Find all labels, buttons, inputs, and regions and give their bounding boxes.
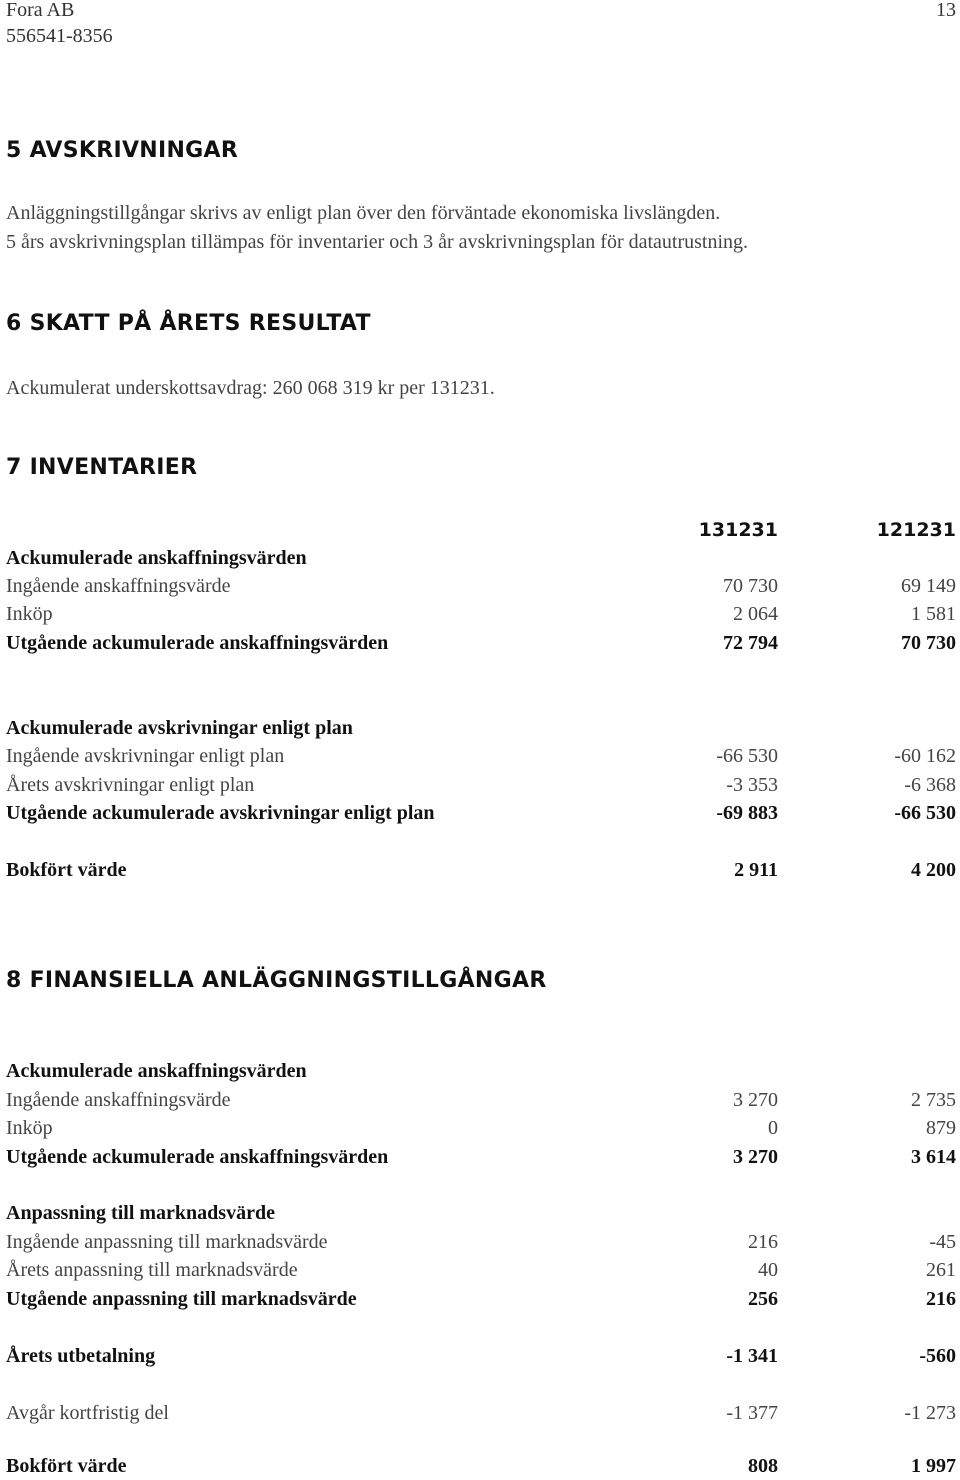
value-previous-year: 1 581	[911, 603, 956, 625]
table-row	[6, 771, 956, 799]
value-current-year: 2 911	[734, 859, 778, 881]
row-label: Bokfört värde	[6, 859, 127, 881]
section-8-heading: 8 FINANSIELLA ANLÄGGNINGSTILLGÅNGAR	[6, 968, 547, 993]
value-previous-year: -560	[919, 1345, 956, 1367]
row-label: Ackumulerade anskaffningsvärden	[6, 1060, 307, 1082]
row-label: Avgår kortfristig del	[6, 1402, 169, 1424]
row-label: Årets anpassning till marknadsvärde	[6, 1259, 298, 1281]
value-previous-year: -66 530	[894, 802, 956, 824]
row-label: Utgående ackumulerade anskaffningsvärden	[6, 632, 389, 654]
table-row-total	[6, 629, 956, 657]
value-current-year: 70 730	[723, 575, 778, 597]
section-6-text-line-1: Ackumulerat underskottsavdrag: 260 068 319 kr per 131231.	[6, 377, 495, 399]
table-row-total	[6, 856, 956, 884]
section-5-text-line-1: Anläggningstillgångar skrivs av enligt plan över den förväntade ekonomiska livslängden.	[6, 202, 721, 224]
table-row	[6, 1256, 956, 1284]
table-row	[6, 1057, 956, 1085]
value-current-year: 72 794	[723, 632, 778, 654]
row-label: Utgående anpassning till marknadsvärde	[6, 1288, 357, 1310]
table-row-total	[6, 1342, 956, 1370]
value-previous-year: -6 368	[904, 774, 956, 796]
value-previous-year: 216	[926, 1288, 956, 1310]
table-row	[6, 742, 956, 770]
value-previous-year: 70 730	[901, 632, 956, 654]
value-current-year: 256	[748, 1288, 778, 1310]
column-headers	[6, 516, 956, 544]
value-previous-year: -1 273	[904, 1402, 956, 1424]
table-row	[6, 1086, 956, 1114]
row-label: Utgående ackumulerade anskaffningsvärden	[6, 1146, 389, 1168]
row-label: Ingående anskaffningsvärde	[6, 575, 231, 597]
page-header	[6, 0, 958, 49]
table-row	[6, 714, 956, 742]
row-label: Bokfört värde	[6, 1455, 127, 1477]
page-number: 13	[936, 0, 956, 21]
value-current-year: 3 270	[733, 1146, 778, 1168]
value-current-year: -1 341	[726, 1345, 778, 1367]
table-row	[6, 572, 956, 600]
org-number: 556541-8356	[6, 25, 113, 47]
section-7-heading: 7 INVENTARIER	[6, 455, 198, 480]
value-previous-year: 69 149	[901, 575, 956, 597]
value-current-year: -1 377	[726, 1402, 778, 1424]
value-current-year: 40	[758, 1259, 778, 1281]
value-current-year: 808	[748, 1455, 778, 1477]
table-row	[6, 1228, 956, 1256]
value-previous-year: 879	[926, 1117, 956, 1139]
table-row-total	[6, 799, 956, 827]
value-current-year: 2 064	[733, 603, 778, 625]
value-previous-year: -60 162	[894, 745, 956, 767]
company-name: Fora AB	[6, 0, 75, 21]
row-label: Ingående avskrivningar enligt plan	[6, 745, 285, 767]
column-header-current-year: 131231	[698, 519, 778, 541]
row-label: Ackumulerade avskrivningar enligt plan	[6, 717, 353, 739]
row-label: Inköp	[6, 603, 53, 625]
value-current-year: -66 530	[716, 745, 778, 767]
value-previous-year: 4 200	[911, 859, 956, 881]
table-row	[6, 600, 956, 628]
table-row-total	[6, 1285, 956, 1313]
value-current-year: 3 270	[733, 1089, 778, 1111]
row-label: Årets avskrivningar enligt plan	[6, 774, 255, 796]
section-5-heading: 5 AVSKRIVNINGAR	[6, 138, 239, 163]
value-current-year: -3 353	[726, 774, 778, 796]
section-5-text-line-2: 5 års avskrivningsplan tillämpas för inventarier och 3 år avskrivningsplan för datautrustning.	[6, 231, 749, 253]
row-label: Anpassning till marknadsvärde	[6, 1202, 275, 1224]
row-label: Utgående ackumulerade avskrivningar enligt plan	[6, 802, 435, 824]
value-current-year: 216	[748, 1231, 778, 1253]
row-label: Årets utbetalning	[6, 1345, 156, 1367]
value-current-year: 0	[768, 1117, 778, 1139]
table-row	[6, 1399, 956, 1427]
row-label: Inköp	[6, 1117, 53, 1139]
value-previous-year: 261	[926, 1259, 956, 1281]
column-header-previous-year: 121231	[876, 519, 956, 541]
table-row	[6, 1199, 956, 1227]
value-previous-year: 3 614	[911, 1146, 956, 1168]
row-label: Ingående anskaffningsvärde	[6, 1089, 231, 1111]
value-current-year: -69 883	[716, 802, 778, 824]
section-6-heading: 6 SKATT PÅ ÅRETS RESULTAT	[6, 311, 371, 336]
table-row	[6, 1114, 956, 1142]
value-previous-year: 2 735	[911, 1089, 956, 1111]
value-previous-year: -45	[929, 1231, 956, 1253]
row-label: Ackumulerade anskaffningsvärden	[6, 547, 307, 569]
row-label: Ingående anpassning till marknadsvärde	[6, 1231, 328, 1253]
table-row-total	[6, 1143, 956, 1171]
value-previous-year: 1 997	[911, 1455, 956, 1477]
table-row-total	[6, 1452, 956, 1480]
table-row	[6, 544, 956, 572]
